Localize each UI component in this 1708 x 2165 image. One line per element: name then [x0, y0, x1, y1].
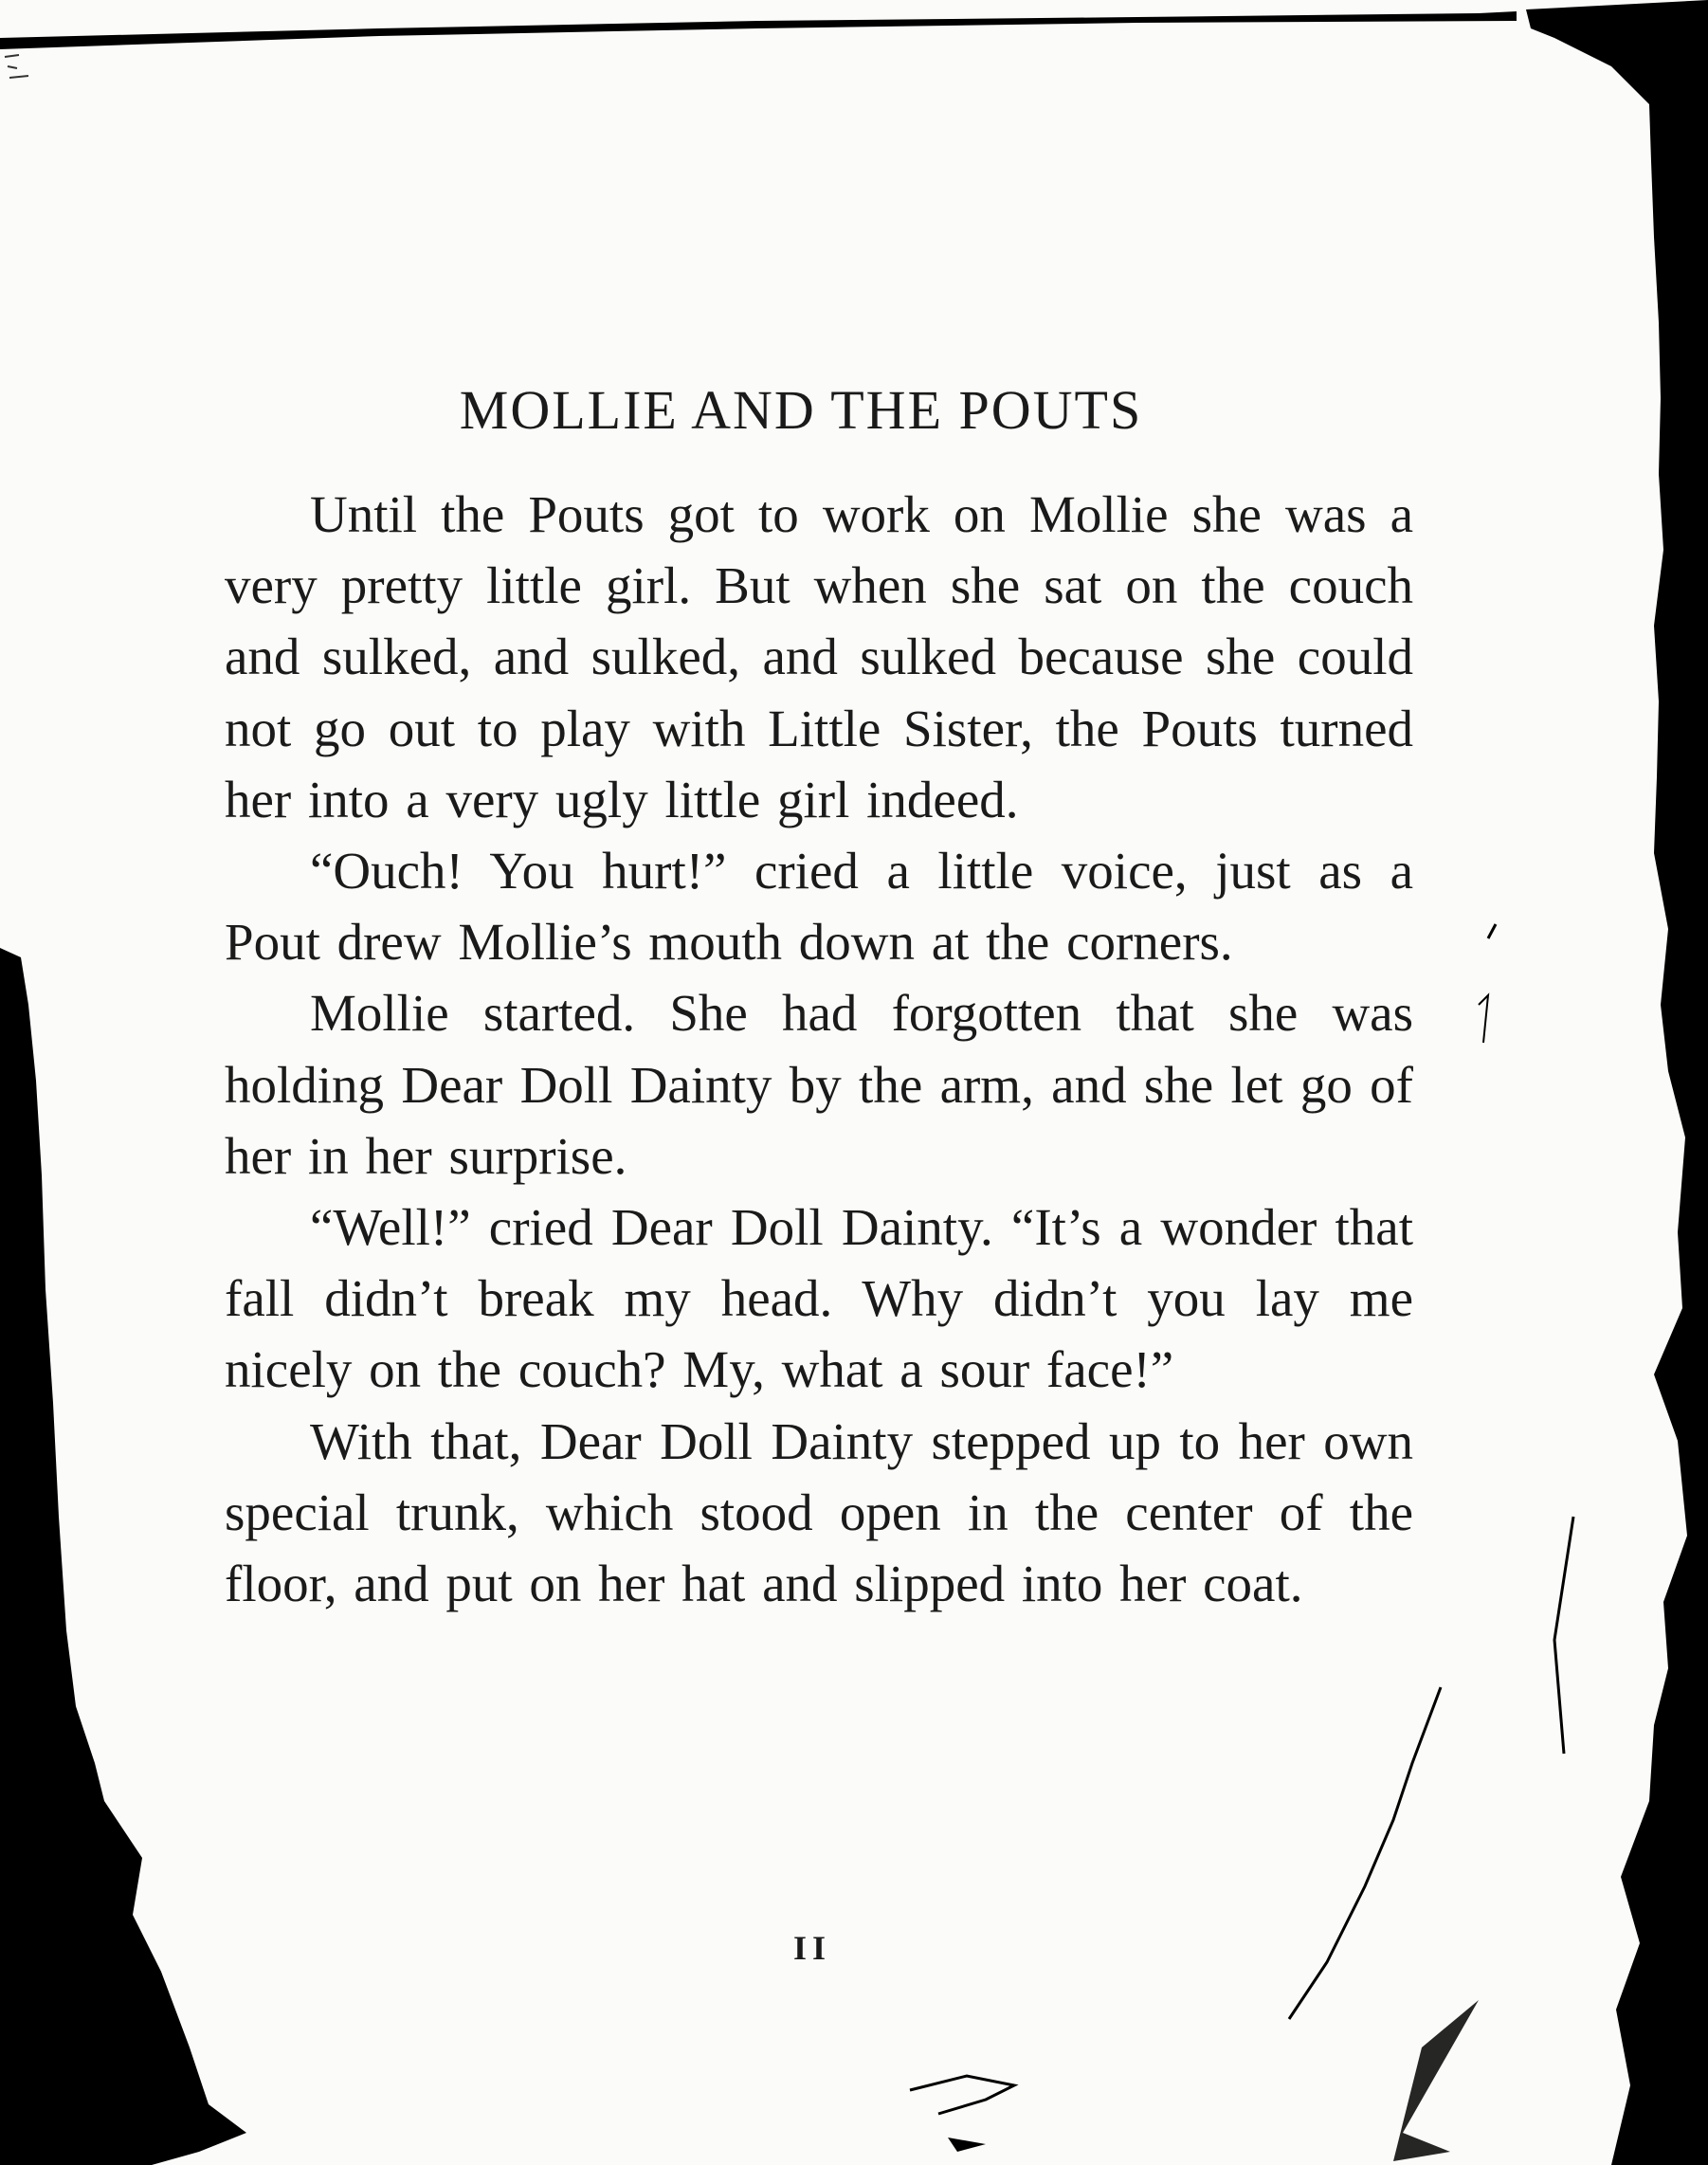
- paragraph-4: “Well!” cried Dear Doll Dainty. “It’s a wonder that fall didn’t break my head. Why didn’t you lay me nicely on the couch? My, what a sour face!”: [225, 1198, 1413, 1399]
- chapter-title: MOLLIE AND THE POUTS: [459, 379, 1143, 441]
- paragraph-3: Mollie started. She had forgotten that she was holding Dear Doll Dainty by the arm, and she let go of her in her surprise.: [225, 984, 1413, 1185]
- paragraph-2: “Ouch! You hurt!” cried a little voice, just as a Pout drew Mollie’s mouth down at the corners.: [225, 842, 1413, 972]
- body-text: [225, 479, 1413, 1619]
- paragraph-5: With that, Dear Doll Dainty stepped up to her own special trunk, which stood open in the center of the floor, and put on her hat and slipped into her coat.: [225, 1411, 1413, 1613]
- page-number: II: [792, 1929, 832, 1967]
- paragraph-1: Until the Pouts got to work on Mollie she was a very pretty little girl. But when she sat on the couch and sulked, and sulked, and sulked because she could not go out to play with Little Sister, the Pouts turned her into a very ugly little girl indeed.: [225, 485, 1413, 828]
